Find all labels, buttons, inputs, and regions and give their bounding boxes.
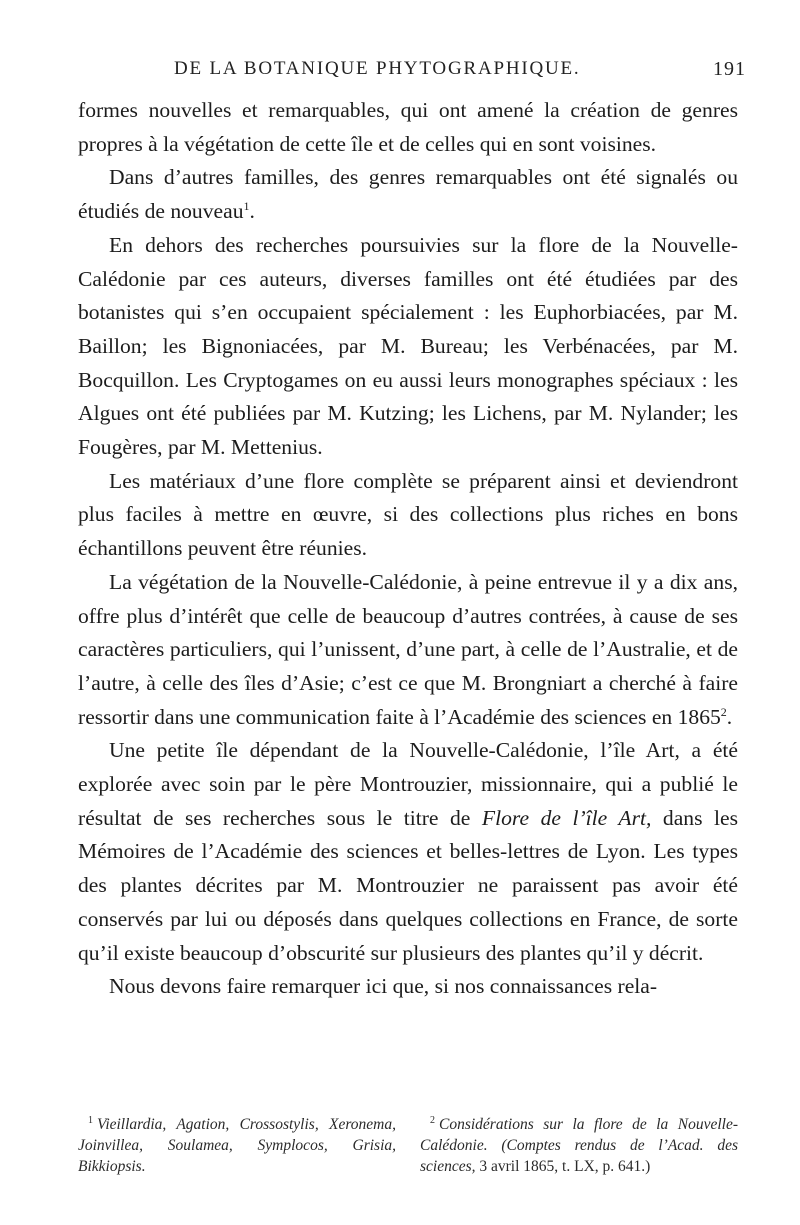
- footnote-details: 3 avril 1865, t. LX, p. 641.): [475, 1158, 651, 1175]
- paragraph-researchers: En dehors des recherches poursuivies sur la flore de la Nouvelle-Calédonie par ces auteurs, diverses familles ont été étudiées par des botanistes qui s’en occupaient spécialement : les Euphorbiacées, par M. Baillon; les Bignoniacées, par M. Bureau; les Verbénacées, par M. Bocquillon. Les Cryptogames on eu aussi leurs monographes spéciaux : les Algues ont été publiées par M. Kutzing; les Lichens, par M. Nylander; les Fougères, par M. Mettenius.: [78, 232, 738, 460]
- footnote-number: 1: [88, 1115, 93, 1126]
- footnote-ref-2: 2: [720, 704, 727, 719]
- paragraph-text: La végétation de la Nouvelle-Calédonie, à peine entrevue il y a dix ans, offre plus d’intérêt que celle de beaucoup d’autres contrées, à cause de ses caractères particuliers, qui l’unissent, d’une part, à celle de l’Australie, et de l’autre, à celle des îles d’Asie; c’est ce que M. Brongniart a cherché à faire ressortir dans une communication faite à l’Académie des sciences en 1865: [78, 569, 738, 729]
- paragraph-continuation: formes nouvelles et remarquables, qui ont amené la création de genres propres à la végétation de cette île et de celles qui en sont voisines.: [78, 98, 738, 156]
- running-title: DE LA BOTANIQUE PHYTOGRAPHIQUE.: [174, 58, 581, 79]
- footnote-1: [78, 1114, 396, 1177]
- paragraph-end: .: [249, 199, 255, 224]
- paragraph-materials: Les matériaux d’une flore complète se préparent ainsi et deviendront plus faciles à mettre en œuvre, si des collections plus riches en bons échantillons peuvent être réunies.: [78, 468, 738, 561]
- book-title: Flore de l’île Art,: [481, 805, 652, 830]
- main-text: [78, 94, 738, 1004]
- paragraph-end: .: [726, 704, 733, 729]
- footnote-title: Considérations sur la flore de la Nouvelle-Calédonie.: [420, 1116, 738, 1154]
- paragraph-vegetation: [78, 566, 738, 735]
- footnote-source: (Comptes rendus de l’Acad. des sciences,: [420, 1137, 738, 1175]
- footnotes: [78, 1114, 738, 1177]
- paragraph-closing: Nous devons faire remarquer ici que, si nos connaissances rela-: [109, 974, 658, 999]
- paragraph-ile-art: [78, 734, 738, 970]
- footnote-ref-1: 1: [243, 199, 250, 214]
- paragraph-other-families: [78, 161, 738, 228]
- footnote-2: [420, 1114, 738, 1177]
- paragraph-text: Dans d’autres familles, des genres remarquables ont été signalés ou étudiés de nouveau: [78, 165, 738, 224]
- page-number: 191: [713, 58, 746, 80]
- footnote-number: 2: [430, 1115, 435, 1126]
- footnote-text: Vieillardia, Agation, Crossostylis, Xeronema, Joinvillea, Soulamea, Symplocos, Grisia, Bikkiopsis.: [78, 1116, 396, 1175]
- paragraph-text: dans les Mémoires de l’Académie des sciences et belles-lettres de Lyon. Les types des plantes décrites par M. Montrouzier ne paraissent pas avoir été conservés par lui ou déposés dans quelques collections en France, de sorte qu’il existe beaucoup d’obscurité sur plusieurs des plantes qu’il y décrit.: [78, 805, 738, 965]
- paragraph-text: Une petite île dépendant de la Nouvelle-Calédonie, l’île Art, a été explorée avec soin par le père Montrouzier, missionnaire, qui a publié le résultat de ses recherches sous le titre de: [78, 738, 738, 830]
